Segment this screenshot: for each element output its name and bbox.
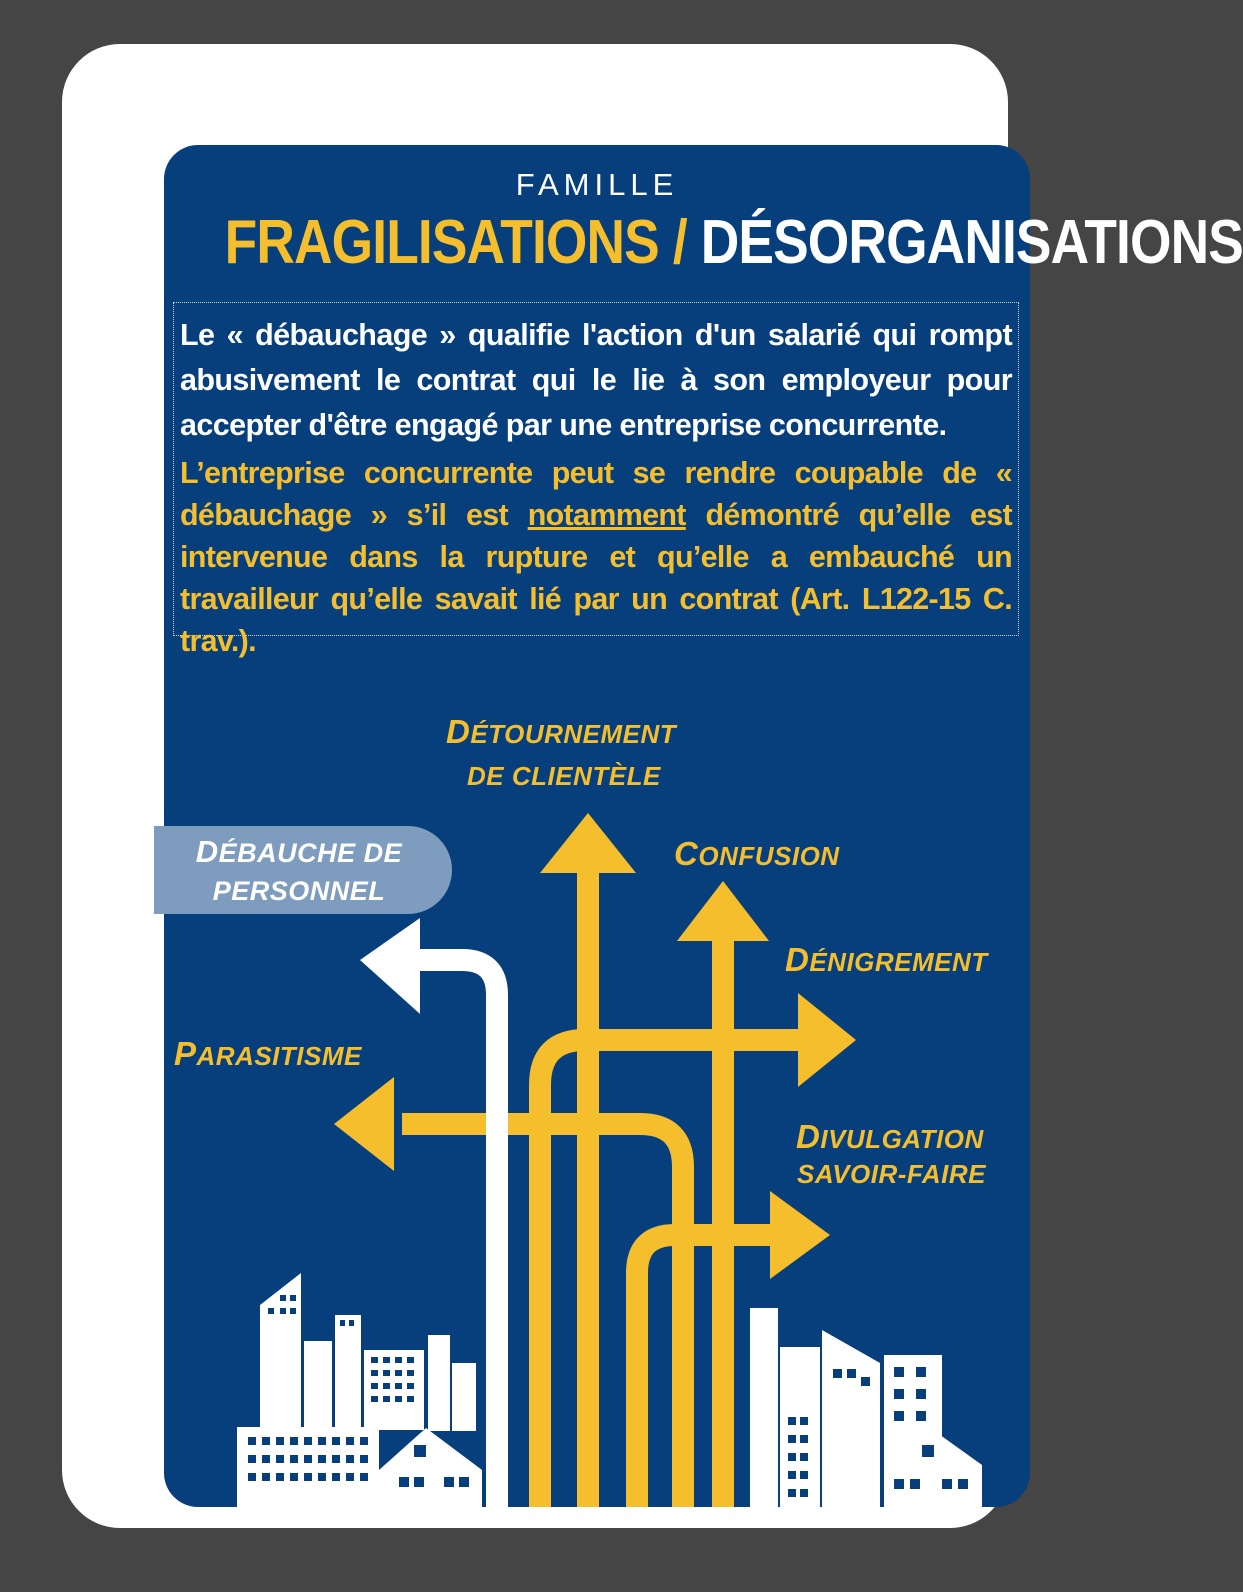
building-5 xyxy=(428,1335,450,1431)
building-3 xyxy=(335,1315,361,1431)
white-arrowhead-left xyxy=(360,918,420,1014)
definition-white-text: Le « débauchage » qualifie l'action d'un salarié qui rompt abusivement le contrat qui le lie à son employeur pour accepter d'être engagé par une entreprise concurrente. xyxy=(180,318,1012,442)
label-debauche-line1: DÉBAUCHE DE xyxy=(195,834,403,869)
label-detournement: DÉTOURNEMENT xyxy=(446,713,677,750)
building-r1 xyxy=(750,1308,778,1507)
arrowhead-up-center xyxy=(540,813,636,873)
definition-yellow-before: L’entreprise concurrente peut se rendre coupable de « débauchage » s’il est xyxy=(180,456,1012,532)
label-parasitisme: PARASITISME xyxy=(174,1035,362,1072)
label-detournement-line2: DE CLIENTÈLE xyxy=(467,761,661,791)
label-debauche-line2: PERSONNEL xyxy=(212,876,386,906)
definition-yellow-after: démontré qu’elle est intervenue dans la rupture et qu’elle a embauché un travailleur qu’elle savait lié par un contrat (Art. L122-15 C. trav.). xyxy=(180,498,1012,658)
label-divulgation-line2: SAVOIR-FAIRE xyxy=(797,1159,986,1189)
arrowhead-right-divulgation xyxy=(770,1191,830,1279)
arrowhead-left-parasitisme xyxy=(334,1077,394,1171)
label-divulgation: DIVULGATION xyxy=(796,1118,984,1155)
card xyxy=(62,44,1243,1528)
city-right xyxy=(750,1308,982,1507)
label-denigrement: DÉNIGREMENT xyxy=(785,941,988,978)
label-debauche-personnel xyxy=(164,833,434,910)
card-panel xyxy=(164,145,1243,1507)
arrowhead-up-confusion xyxy=(677,881,769,941)
building-2 xyxy=(304,1341,332,1431)
title-part-white: DÉSORGANISATIONS xyxy=(700,208,1243,277)
building-r2 xyxy=(780,1347,820,1507)
definition-underlined-word: notamment xyxy=(527,498,686,532)
house-left xyxy=(379,1428,482,1507)
label-confusion: CONFUSION xyxy=(674,835,840,872)
arrowhead-right-denigrement xyxy=(798,993,856,1087)
family-label: FAMILLE xyxy=(515,167,679,202)
building-r3 xyxy=(822,1330,880,1507)
building-6 xyxy=(452,1363,476,1431)
title-part-yellow: FRAGILISATIONS / xyxy=(224,208,687,277)
